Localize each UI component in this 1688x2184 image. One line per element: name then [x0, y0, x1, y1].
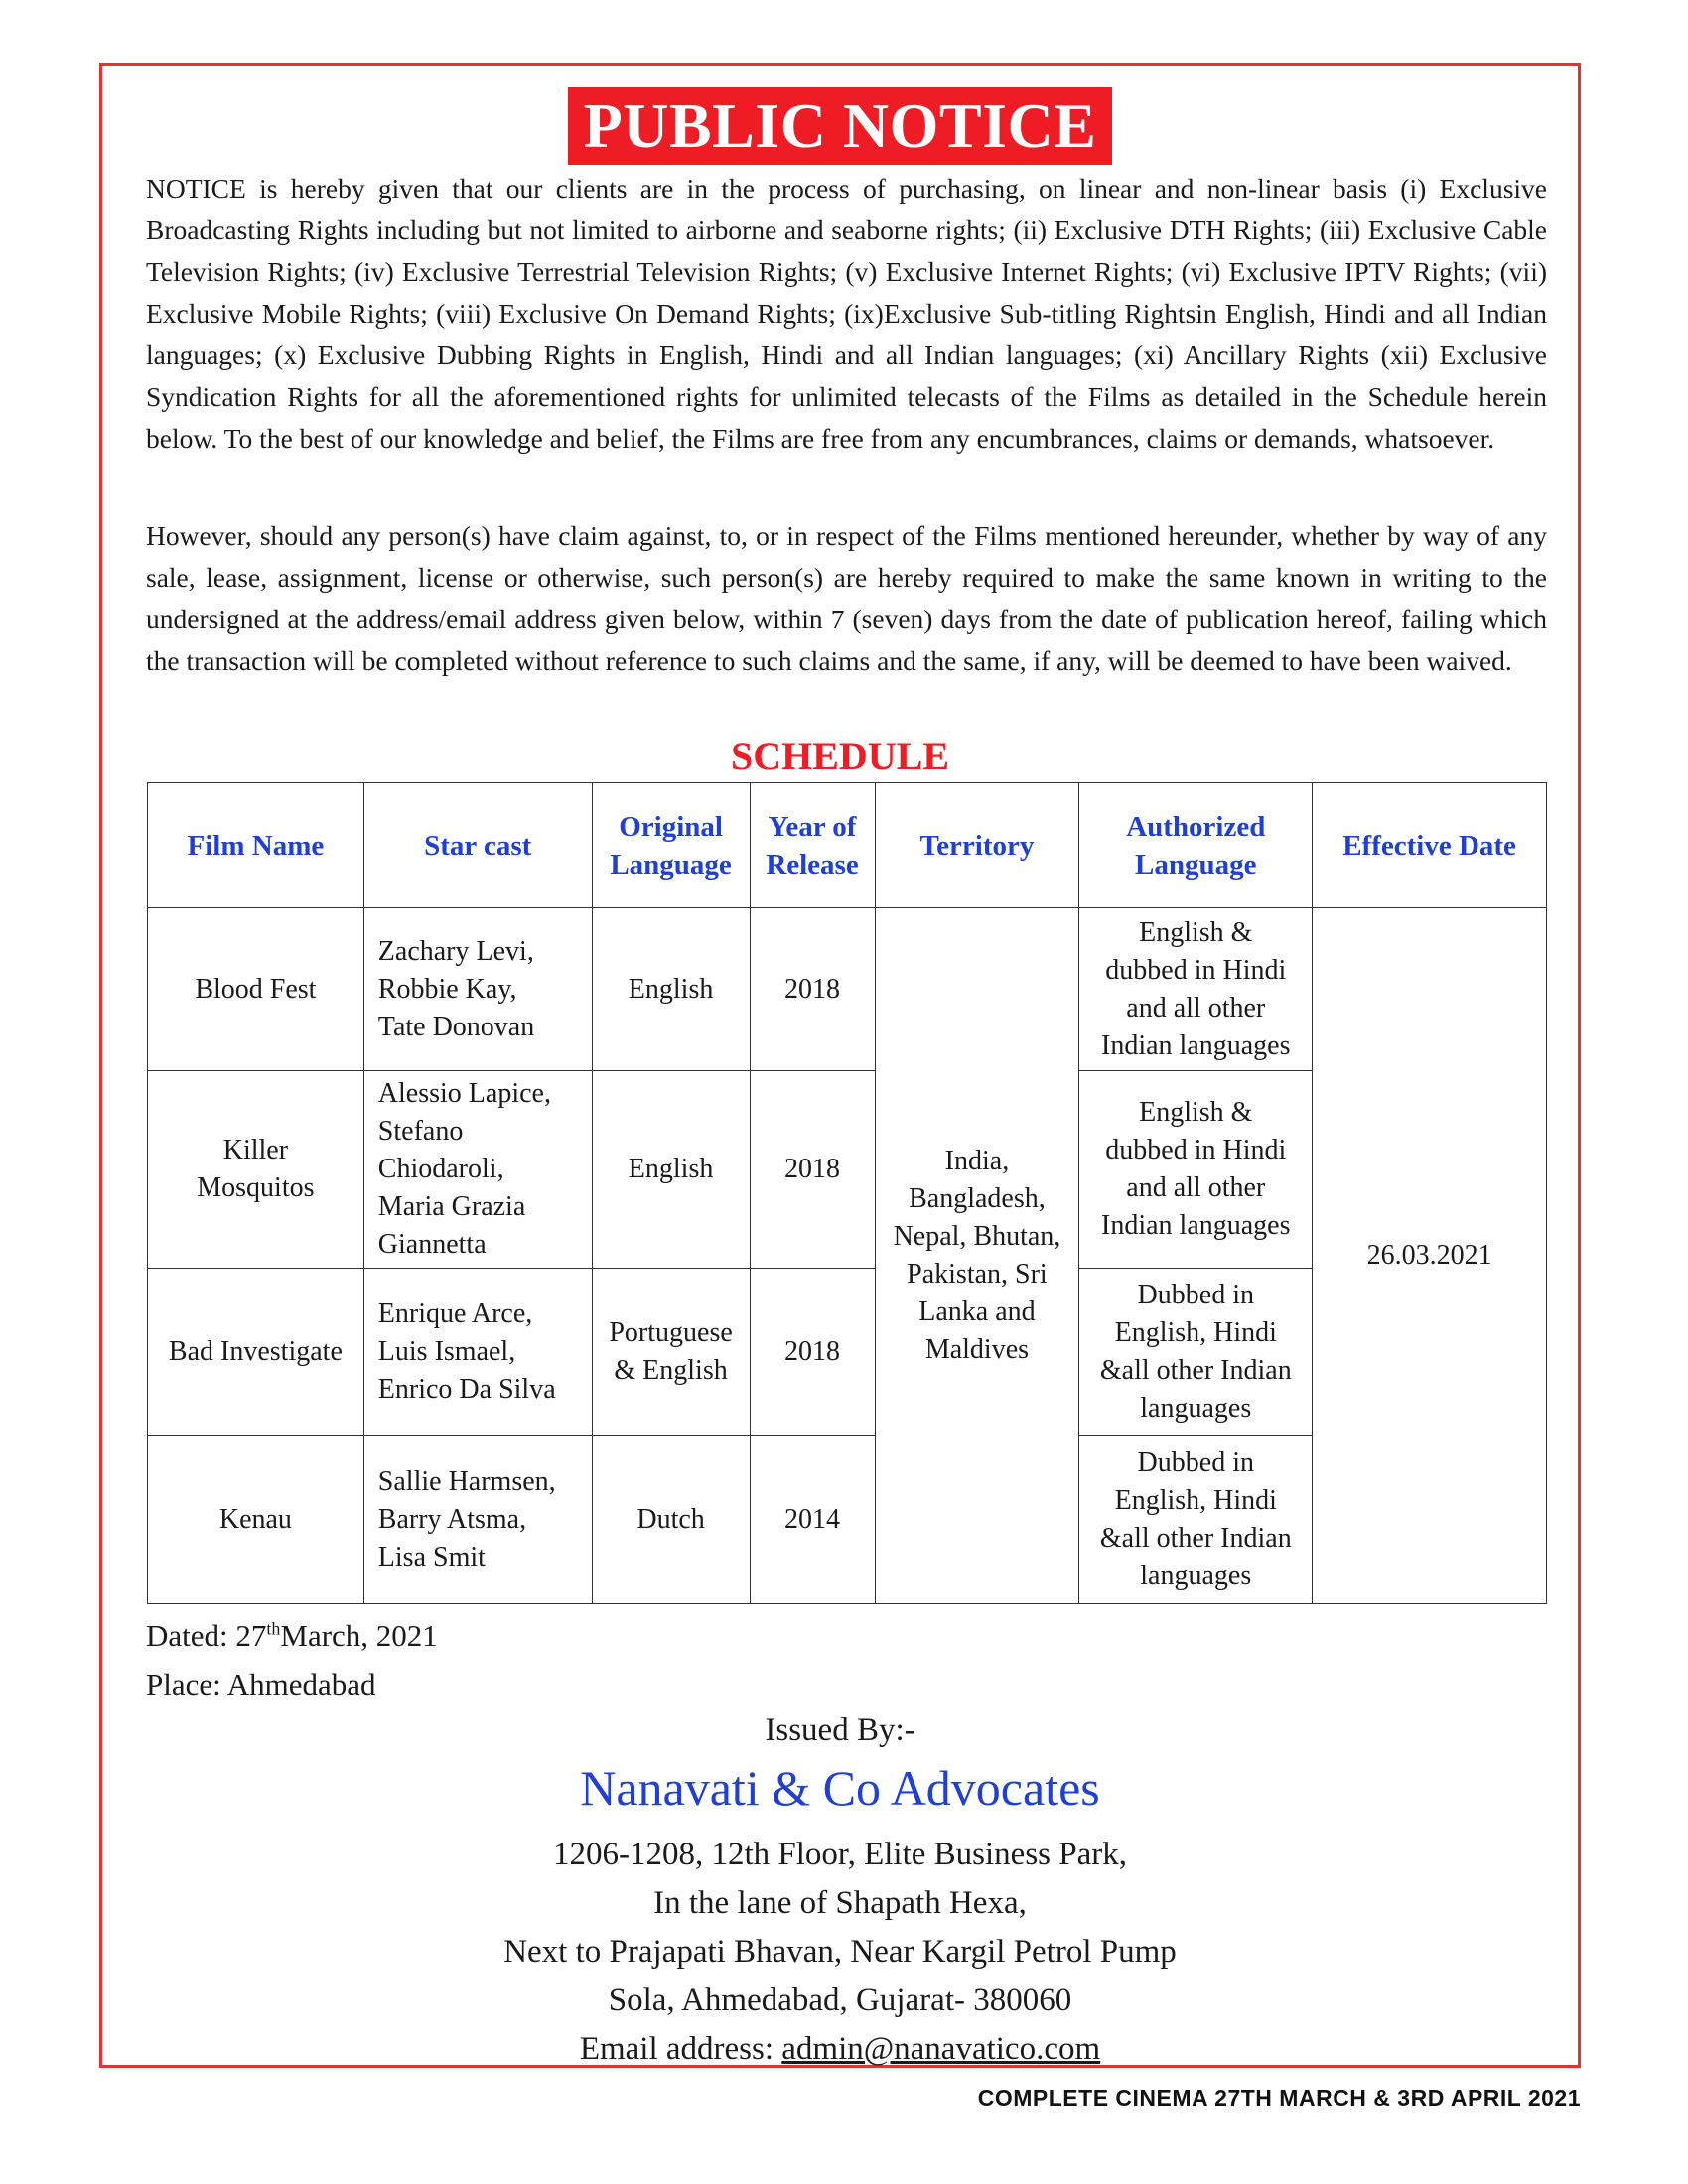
email-link[interactable]: admin@nanavatico.com [781, 2031, 1101, 2067]
cell-star-cast: Zachary Levi, Robbie Kay, Tate Donovan [363, 908, 592, 1071]
cell-film-name: Bad Investigate [148, 1269, 364, 1436]
publication-footer: COMPLETE CINEMA 27TH MARCH & 3RD APRIL 2021 [977, 2085, 1581, 2111]
issued-by: Issued By:- [765, 1712, 915, 1748]
cell-star-cast: Sallie Harmsen, Barry Atsma, Lisa Smit [363, 1436, 592, 1604]
cell-year: 2014 [750, 1436, 875, 1604]
cell-original-language: Dutch [592, 1436, 750, 1604]
cell-original-language: English [592, 908, 750, 1071]
cell-original-language: Portuguese & English [592, 1269, 750, 1436]
address-line-3: Next to Prajapati Bhavan, Near Kargil Petrol Pump [503, 1934, 1177, 1970]
schedule-table [147, 782, 1547, 1604]
notice-frame [99, 63, 1581, 2068]
address-line-2: In the lane of Shapath Hexa, [653, 1885, 1027, 1921]
notice-paragraph-2: However, should any person(s) have claim against, to, or in respect of the Films mentioned hereunder, whether by way of any sale, lease, assignment, license or otherwise, such person(s) are hereby required to make the same known in writing to the undersigned at the address/email address given below, within 7 (seven) days from the date of publication hereof, failing which the transaction will be completed without reference to such claims and the same, if any, will be deemed to have been waived. [146, 520, 1547, 676]
header-year-of-release: Year of Release [750, 783, 875, 908]
firm-name: Nanavati & Co Advocates [580, 1760, 1100, 1816]
cell-authorized-language: English & dubbed in Hindi and all other Indian languages [1079, 1071, 1313, 1269]
cell-year: 2018 [750, 1269, 875, 1436]
cell-year: 2018 [750, 1071, 875, 1269]
address-line-4: Sola, Ahmedabad, Gujarat- 380060 [608, 1982, 1072, 2018]
cell-authorized-language: English & dubbed in Hindi and all other Indian languages [1079, 908, 1313, 1071]
cell-film-name: Kenau [148, 1436, 364, 1604]
cell-year: 2018 [750, 908, 875, 1071]
email-line [102, 2028, 1578, 2070]
cell-effective-date: 26.03.2021 [1313, 908, 1547, 1604]
schedule-heading: SCHEDULE [730, 734, 950, 778]
table-row [148, 908, 1547, 1071]
notice-paragraph-1: NOTICE is hereby given that our clients are in the process of purchasing, on linear and non-linear basis (i) Exclusive Broadcasting Rights including but not limited to airborne and seaborne rights; (ii) Exclusive DTH Rights; (iii) Exclusive Cable Television Rights; (iv) Exclusive Terrestrial Television Rights; (v) Exclusive Internet Rights; (vi) Exclusive IPTV Rights; (vii) Exclusive Mobile Rights; (viii) Exclusive On Demand Rights; (ix)Exclusive Sub-titling Rightsin English, Hindi and all Indian languages; (x) Exclusive Dubbing Rights in English, Hindi and all Indian languages; (xi) Ancillary Rights (xii) Exclusive Syndication Rights for all the aforementioned rights for unlimited telecasts of the Films as detailed in the Schedule herein below. To the best of our knowledge and belief, the Films are free from any encumbrances, claims or demands, whatsoever. [146, 173, 1547, 454]
address-line-1: 1206-1208, 12th Floor, Elite Business Park, [553, 1837, 1127, 1872]
cell-film-name: Blood Fest [148, 908, 364, 1071]
place-line: Place: Ahmedabad [146, 1667, 376, 1702]
dated-line: Dated: 27thMarch, 2021 [146, 1618, 438, 1653]
notice-title: PUBLIC NOTICE [568, 87, 1113, 165]
cell-star-cast: Enrique Arce, Luis Ismael, Enrico Da Silva [363, 1269, 592, 1436]
header-film-name: Film Name [148, 783, 364, 908]
cell-original-language: English [592, 1071, 750, 1269]
header-original-language: Original Language [592, 783, 750, 908]
cell-authorized-language: Dubbed in English, Hindi &all other Indian languages [1079, 1269, 1313, 1436]
cell-film-name: Killer Mosquitos [148, 1071, 364, 1269]
title-wrapper [102, 87, 1578, 165]
header-star-cast: Star cast [363, 783, 592, 908]
cell-territory: India, Bangladesh, Nepal, Bhutan, Pakistan, Sri Lanka and Maldives [875, 908, 1079, 1604]
header-effective-date: Effective Date [1313, 783, 1547, 908]
header-territory: Territory [875, 783, 1079, 908]
cell-star-cast: Alessio Lapice, Stefano Chiodaroli, Maria Grazia Giannetta [363, 1071, 592, 1269]
email-label: Email address: [579, 2031, 782, 2067]
header-authorized-language: Authorized Language [1079, 783, 1313, 908]
table-header-row [148, 783, 1547, 908]
cell-authorized-language: Dubbed in English, Hindi &all other Indian languages [1079, 1436, 1313, 1604]
